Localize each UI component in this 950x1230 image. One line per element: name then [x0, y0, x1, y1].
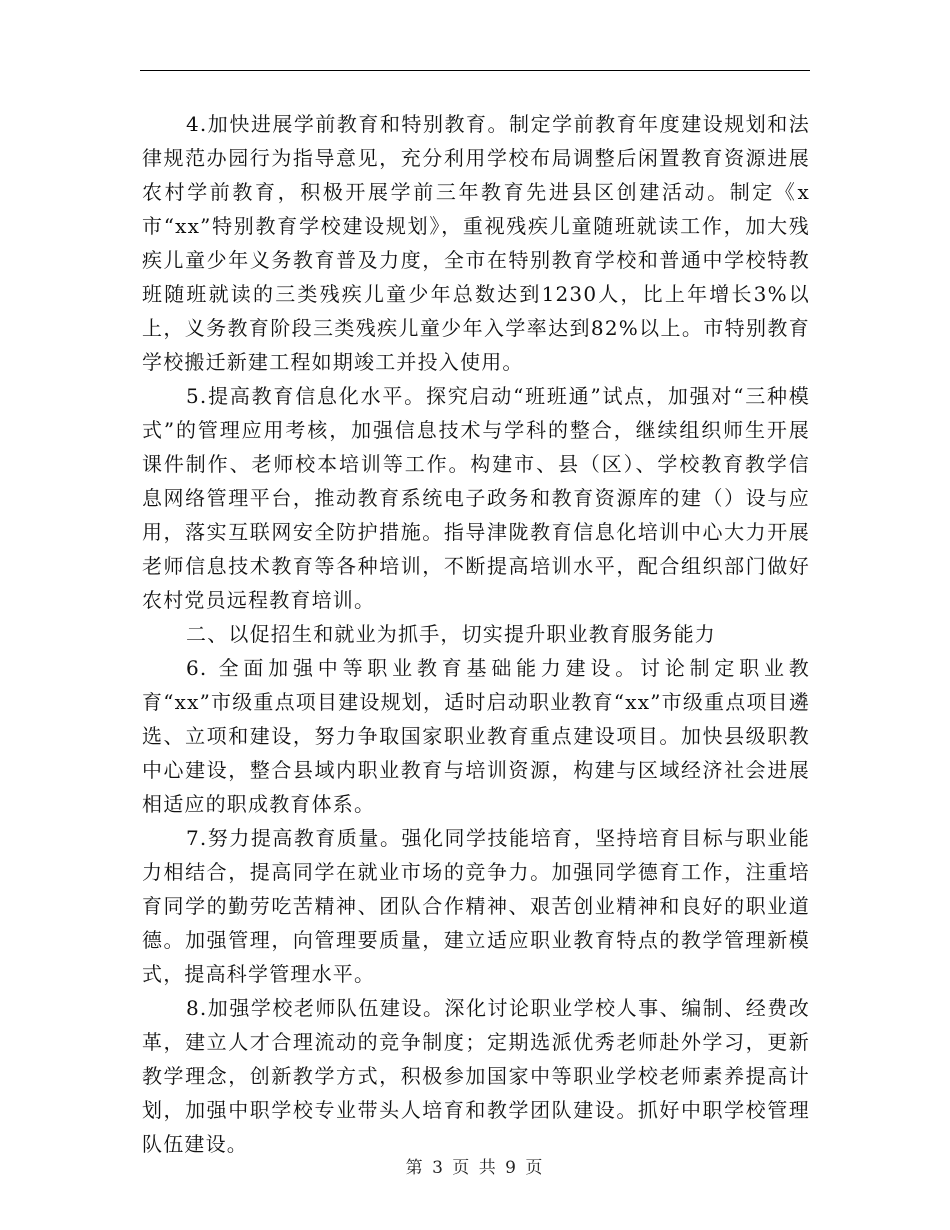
paragraph-preschool-special-education: 4.加快进展学前教育和特别教育。制定学前教育年度建设规划和法律规范办园行为指导意见，充分利用学校布局调整后闲置教育资源进展农村学前教育，积极开展学前三年教育先进县区创建活动。制定《x市“xx”特别教育学校建设规划》，重视残疾儿童随班就读工作，加大残疾儿童少年义务教育普及力度，全市在特别教育学校和普通中学校特教班随班就读的三类残疾儿童少年总数达到1230人，比上年增长3%以上，义务教育阶段三类残疾儿童少年入学率达到82%以上。市特别教育学校搬迁新建工程如期竣工并投入使用。: [142, 112, 810, 374]
paragraph-education-quality: 7.努力提高教育质量。强化同学技能培育，坚持培育目标与职业能力相结合，提高同学在就业市场的竞争力。加强同学德育工作，注重培育同学的勤劳吃苦精神、团队合作精神、艰苦创业精神和良好的职业道德。加强管理，向管理要质量，建立适应职业教育特点的教学管理新模式，提高科学管理水平。: [142, 826, 810, 986]
paragraph-vocational-capacity: 6. 全面加强中等职业教育基础能力建设。讨论制定职业教育“xx”市级重点项目建设规划，适时启动职业教育“xx”市级重点项目遴选、立项和建设，努力争取国家职业教育重点建设项目。加快县级职教中心建设，整合县域内职业教育与培训资源，构建与区域经济社会进展相适应的职成教育体系。: [142, 656, 811, 816]
paragraph-education-informatization: 5.提高教育信息化水平。探究启动“班班通”试点，加强对“三种模式”的管理应用考核，加强信息技术与学科的整合，继续组织师生开展课件制作、老师校本培训等工作。构建市、县（区）、学校教育教学信息网络管理平台，推动教育系统电子政务和教育资源库的建（）设与应用，落实互联网安全防护措施。指导津陇教育信息化培训中心大力开展老师信息技术教育等各种培训，不断提高培训水平，配合组织部门做好农村党员远程教育培训。: [142, 384, 810, 612]
header-rule: [140, 70, 810, 71]
page-number-footer: 第 3 页 共 9 页: [405, 1158, 545, 1178]
paragraph-teacher-team: 8.加强学校老师队伍建设。深化讨论职业学校人事、编制、经费改革，建立人才合理流动的竞争制度；定期选派优秀老师赴外学习，更新教学理念，创新教学方式，积极参加国家中等职业学校老师素养提高计划，加强中职学校专业带头人培育和教学团队建设。抓好中职学校管理队伍建设。: [142, 996, 810, 1156]
document-body: [142, 107, 810, 1161]
section-heading-vocational-education: 二、以促招生和就业为抓手，切实提升职业教育服务能力: [186, 622, 716, 646]
